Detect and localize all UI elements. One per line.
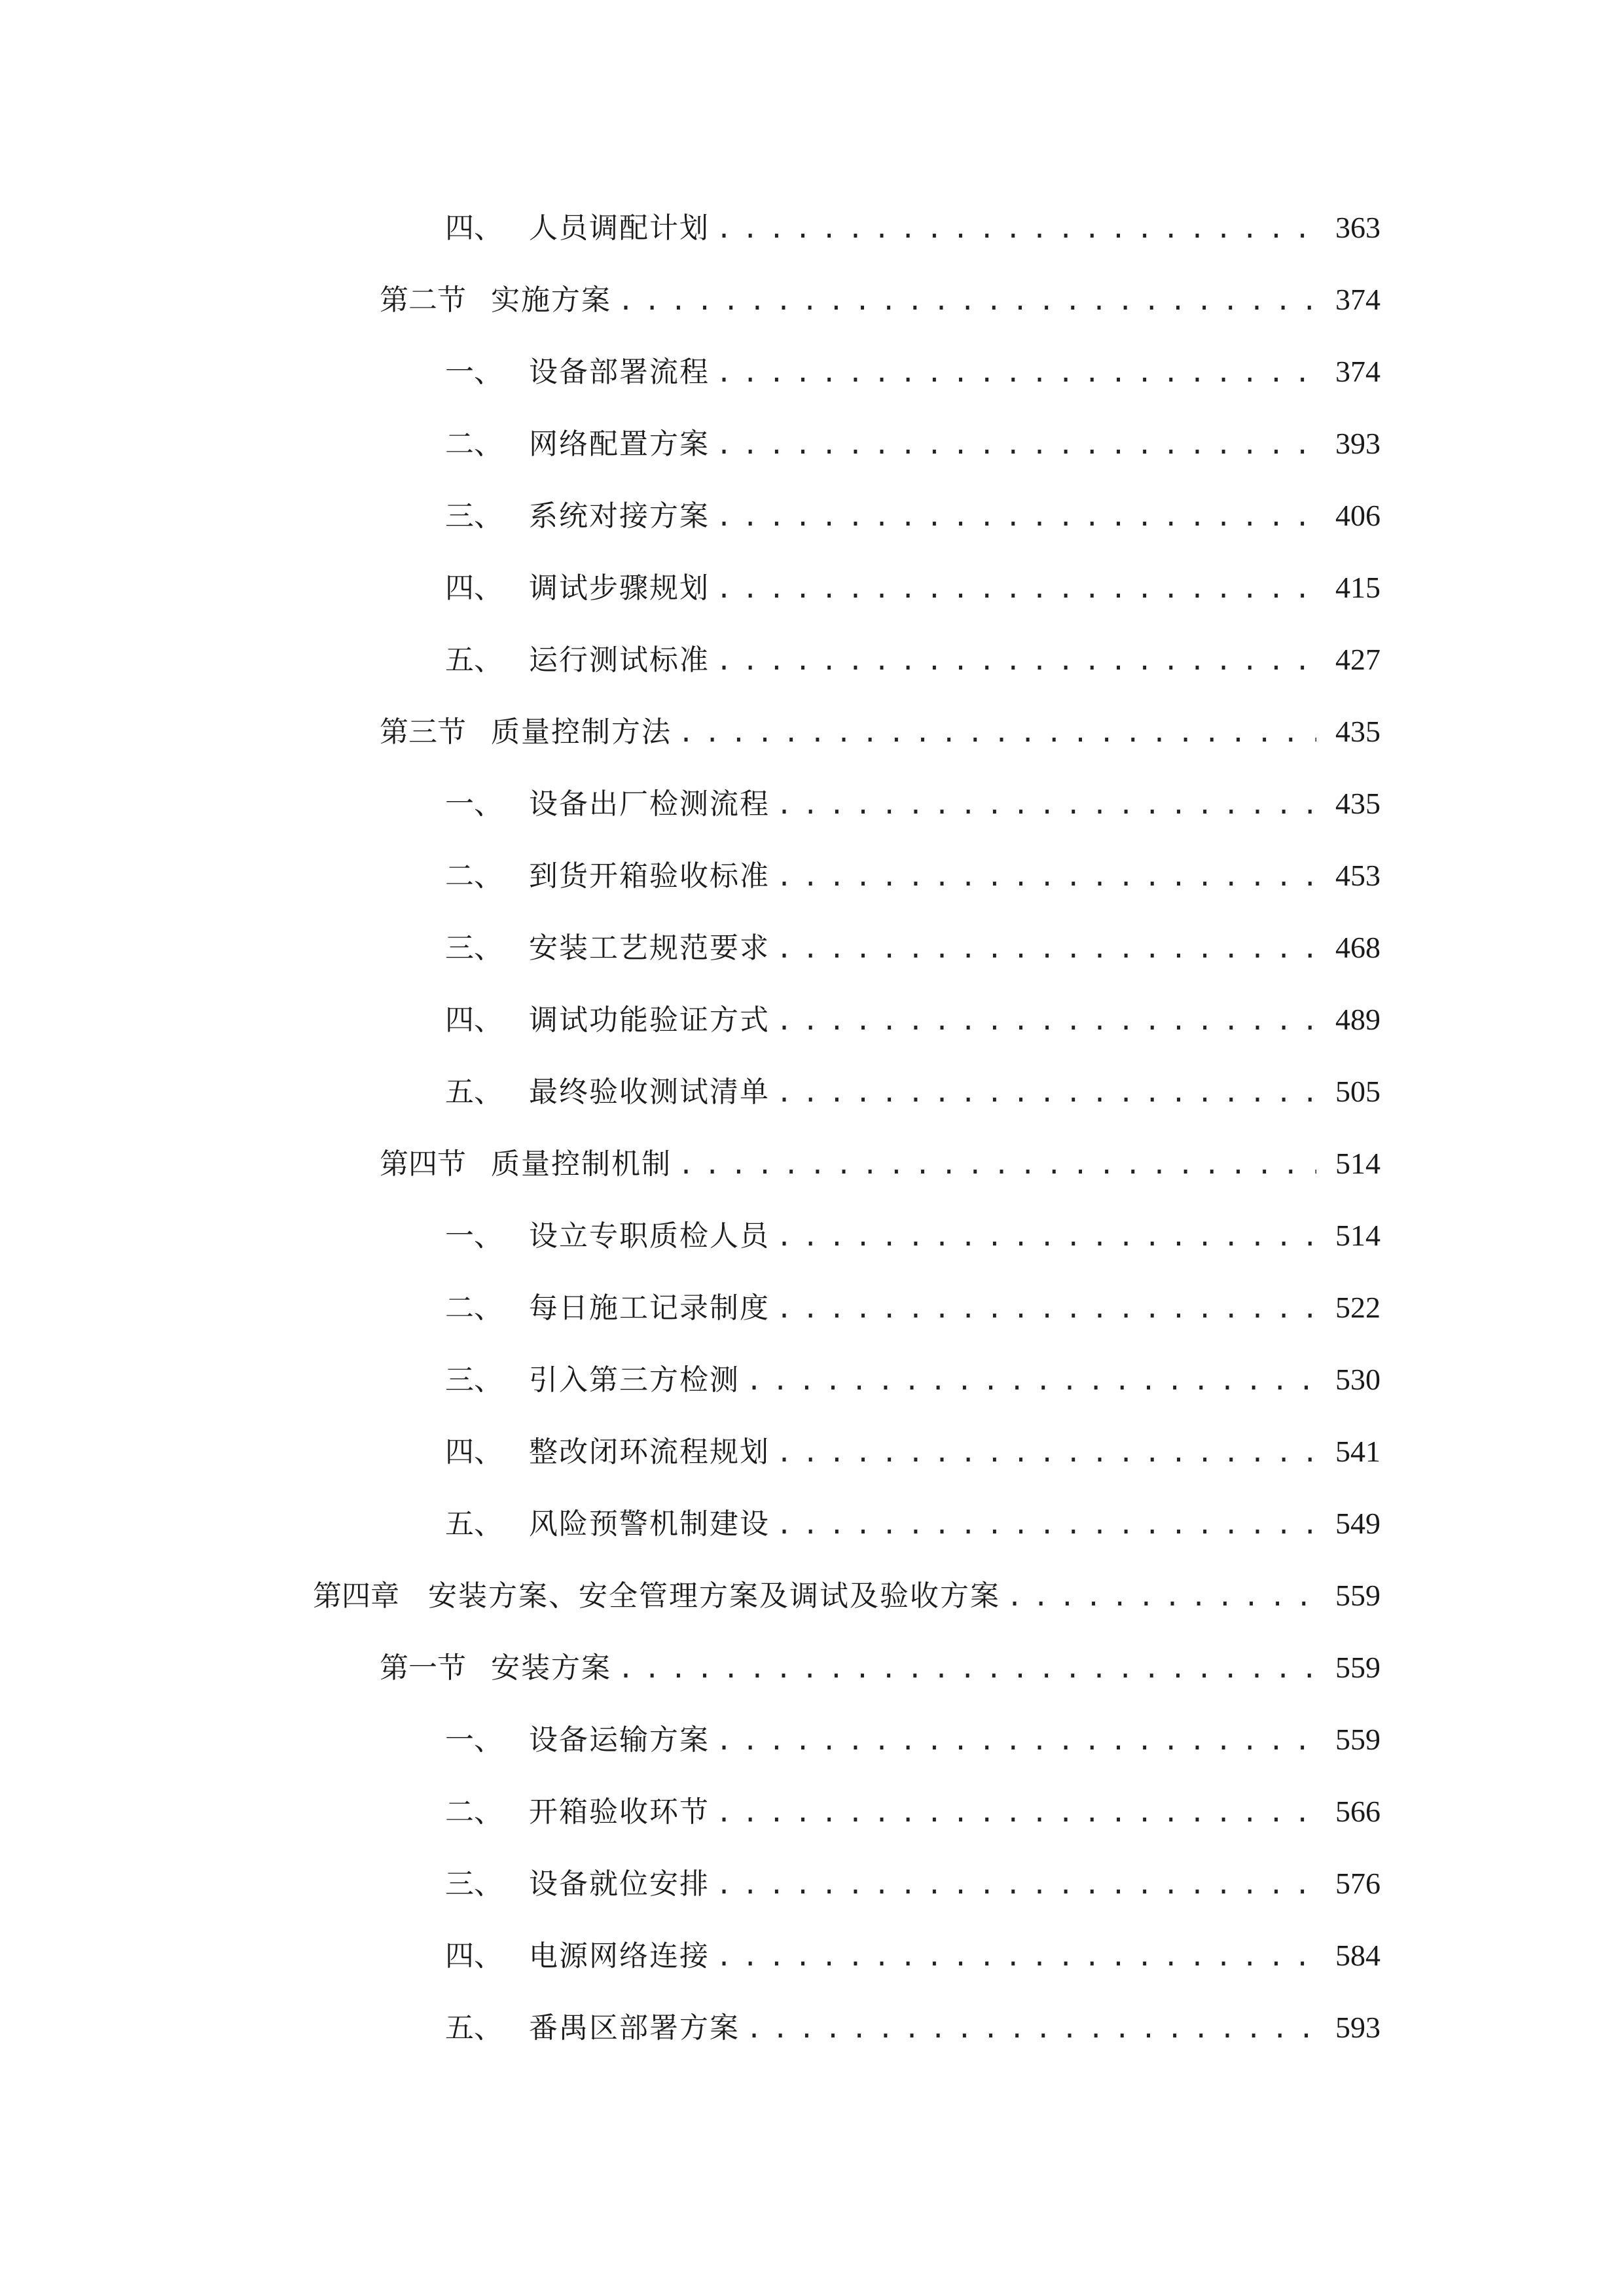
dot-leader — [746, 1361, 1316, 1401]
toc-entry[interactable] — [380, 712, 1624, 751]
toc-entry-title: 电源网络连接 — [529, 1939, 710, 1973]
dot-leader — [716, 425, 1316, 465]
dot-leader — [678, 1145, 1316, 1185]
dot-leader — [776, 1217, 1316, 1257]
toc-entry-page: 514 — [1335, 1219, 1380, 1252]
dot-leader — [716, 209, 1316, 249]
toc-entry-title: 整改闭环流程规划 — [529, 1435, 770, 1469]
dot-leader — [716, 1937, 1316, 1977]
dot-leader — [618, 281, 1316, 321]
dot-leader — [776, 1001, 1316, 1041]
toc-entry-page: 593 — [1335, 2011, 1380, 2044]
dot-leader — [776, 1289, 1316, 1329]
toc-entry-page: 530 — [1335, 1363, 1380, 1396]
toc-entry-number: 四、 — [445, 1003, 503, 1037]
toc-entry-page: 559 — [1335, 1723, 1380, 1756]
toc-entry[interactable] — [313, 1576, 1624, 1615]
toc-entry-number: 四、 — [445, 1435, 503, 1469]
toc-entry-number: 一、 — [445, 1219, 503, 1253]
toc-entry-number: 三、 — [445, 499, 503, 533]
toc-entry[interactable] — [445, 1792, 1624, 1831]
toc-entry[interactable] — [445, 928, 1624, 967]
dot-leader — [746, 2009, 1316, 2049]
toc-entry-page: 559 — [1335, 1579, 1380, 1612]
toc-entry[interactable] — [445, 424, 1624, 463]
toc-entry[interactable] — [445, 1864, 1624, 1903]
toc-entry-number: 二、 — [445, 1291, 503, 1325]
toc-entry-number: 第三节 — [380, 715, 466, 749]
toc-entry-page: 435 — [1335, 787, 1380, 820]
toc-entry-page: 374 — [1335, 355, 1380, 388]
toc-entry-title: 到货开箱验收标准 — [529, 859, 770, 893]
toc-entry-number: 五、 — [445, 1075, 503, 1109]
toc-entry-number: 二、 — [445, 1795, 503, 1829]
toc-entry-page: 514 — [1335, 1147, 1380, 1180]
dot-leader — [1007, 1577, 1316, 1617]
toc-entry-number: 二、 — [445, 859, 503, 893]
dot-leader — [678, 713, 1316, 753]
dot-leader — [776, 857, 1316, 897]
toc-entry-number: 四、 — [445, 571, 503, 605]
toc-entry-title: 引入第三方检测 — [529, 1363, 740, 1397]
toc-entry-title: 设立专职质检人员 — [529, 1219, 770, 1253]
toc-entry[interactable] — [445, 1720, 1624, 1759]
toc-entry-number: 第四章 — [313, 1579, 399, 1613]
toc-entry[interactable] — [445, 1360, 1624, 1399]
toc-entry[interactable] — [445, 568, 1624, 607]
dot-leader — [776, 1505, 1316, 1545]
toc-entry-number: 三、 — [445, 1363, 503, 1397]
toc-entry-title: 安装方案、安全管理方案及调试及验收方案 — [428, 1579, 1000, 1613]
toc-entry-number: 五、 — [445, 2011, 503, 2045]
toc-entry[interactable] — [445, 1288, 1624, 1327]
toc-entry-page: 584 — [1335, 1939, 1380, 1972]
toc-entry-page: 393 — [1335, 427, 1380, 460]
toc-entry[interactable] — [445, 640, 1624, 679]
dot-leader — [716, 353, 1316, 393]
toc-entry-page: 427 — [1335, 643, 1380, 676]
dot-leader — [716, 1865, 1316, 1905]
dot-leader — [776, 1433, 1316, 1473]
toc-entry-title: 网络配置方案 — [529, 427, 710, 461]
toc-entry[interactable] — [445, 1504, 1624, 1543]
toc-entry-number: 第二节 — [380, 283, 466, 317]
toc-entry-page: 559 — [1335, 1651, 1380, 1684]
toc-entry-title: 实施方案 — [491, 283, 611, 317]
toc-entry[interactable] — [445, 2008, 1624, 2047]
toc-entry-title: 设备运输方案 — [529, 1723, 710, 1757]
toc-entry-page: 415 — [1335, 571, 1380, 604]
toc-entry-title: 每日施工记录制度 — [529, 1291, 770, 1325]
dot-leader — [716, 1793, 1316, 1833]
toc-entry-page: 505 — [1335, 1075, 1380, 1108]
toc-entry-title: 设备出厂检测流程 — [529, 787, 770, 821]
toc-entry-page: 374 — [1335, 283, 1380, 316]
toc-entry-page: 522 — [1335, 1291, 1380, 1324]
toc-entry[interactable] — [380, 280, 1624, 319]
toc-entry-title: 开箱验收环节 — [529, 1795, 710, 1829]
toc-entry[interactable] — [445, 1432, 1624, 1471]
toc-entry[interactable] — [445, 352, 1624, 391]
toc-entry-number: 三、 — [445, 1867, 503, 1901]
toc-entry-title: 番禺区部署方案 — [529, 2011, 740, 2045]
toc-entry-title: 质量控制方法 — [491, 715, 672, 749]
toc-entry-number: 三、 — [445, 931, 503, 965]
toc-entry[interactable] — [445, 1072, 1624, 1111]
toc-entry-page: 453 — [1335, 859, 1380, 892]
toc-entry-page: 468 — [1335, 931, 1380, 964]
toc-entry-page: 566 — [1335, 1795, 1380, 1828]
toc-entry-title: 人员调配计划 — [529, 211, 710, 245]
toc-entry-page: 489 — [1335, 1003, 1380, 1036]
toc-entry[interactable] — [445, 496, 1624, 535]
toc-entry-page: 406 — [1335, 499, 1380, 532]
toc-entry[interactable] — [380, 1144, 1624, 1183]
dot-leader — [716, 1721, 1316, 1761]
toc-entry-page: 435 — [1335, 715, 1380, 748]
toc-entry[interactable] — [445, 1216, 1624, 1255]
dot-leader — [716, 641, 1316, 681]
toc-entry[interactable] — [445, 856, 1624, 895]
toc-entry-page: 576 — [1335, 1867, 1380, 1900]
toc-entry-title: 调试步骤规划 — [529, 571, 710, 605]
toc-entry-number: 一、 — [445, 1723, 503, 1757]
toc-entry[interactable] — [445, 1936, 1624, 1975]
toc-entry-number: 第一节 — [380, 1651, 466, 1685]
dot-leader — [776, 785, 1316, 825]
toc-entry[interactable] — [445, 1000, 1624, 1039]
toc-entry[interactable] — [445, 208, 1624, 247]
toc-entry-number: 二、 — [445, 427, 503, 461]
toc-entry-number: 四、 — [445, 1939, 503, 1973]
toc-entry-title: 运行测试标准 — [529, 643, 710, 677]
toc-entry-title: 安装方案 — [491, 1651, 611, 1685]
toc-entry[interactable] — [445, 784, 1624, 823]
toc-entry-title: 最终验收测试清单 — [529, 1075, 770, 1109]
toc-entry-title: 系统对接方案 — [529, 499, 710, 533]
toc-entry-number: 第四节 — [380, 1147, 466, 1181]
dot-leader — [776, 1073, 1316, 1113]
toc-entry-number: 一、 — [445, 787, 503, 821]
dot-leader — [716, 497, 1316, 537]
toc-entry-title: 风险预警机制建设 — [529, 1507, 770, 1541]
dot-leader — [776, 929, 1316, 969]
toc-entry-title: 安装工艺规范要求 — [529, 931, 770, 965]
toc-entry-number: 四、 — [445, 211, 503, 245]
toc-entry-number: 一、 — [445, 355, 503, 389]
toc-entry-page: 549 — [1335, 1507, 1380, 1540]
toc-entry-page: 363 — [1335, 211, 1380, 244]
toc-entry-title: 质量控制机制 — [491, 1147, 672, 1181]
dot-leader — [716, 569, 1316, 609]
toc-entry-page: 541 — [1335, 1435, 1380, 1468]
dot-leader — [618, 1649, 1316, 1689]
toc-entry-number: 五、 — [445, 1507, 503, 1541]
toc-entry-title: 设备就位安排 — [529, 1867, 710, 1901]
toc-entry[interactable] — [380, 1648, 1624, 1687]
toc-entry-title: 调试功能验证方式 — [529, 1003, 770, 1037]
toc-entry-number: 五、 — [445, 643, 503, 677]
toc-entry-title: 设备部署流程 — [529, 355, 710, 389]
